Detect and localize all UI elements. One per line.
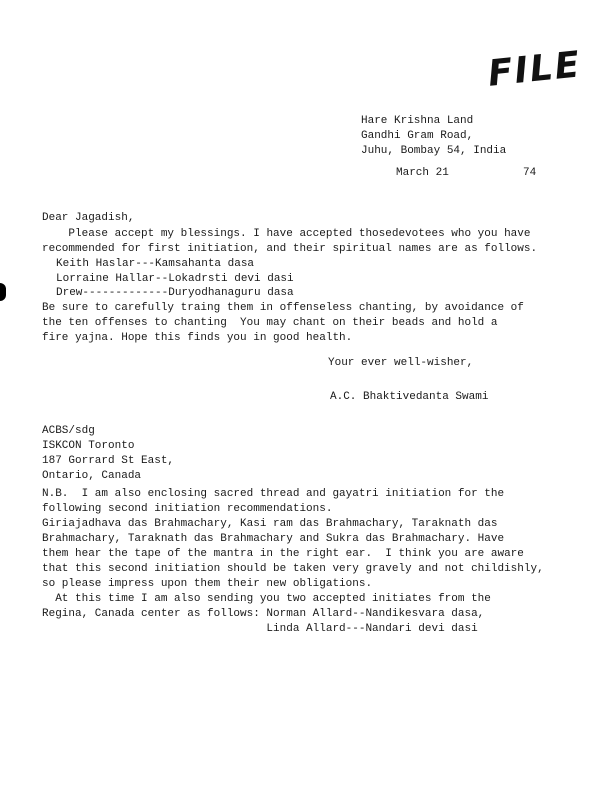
address-line-3: Juhu, Bombay 54, India (361, 145, 507, 157)
recipient-line-1: ISKCON Toronto (42, 440, 135, 452)
body-line-2: recommended for first initiation, and their spiritual names are as follows. (42, 243, 538, 255)
postscript-line-10: Linda Allard---Nandari devi dasi (42, 623, 478, 635)
postscript-line-2: following second initiation recommendations. (42, 503, 333, 515)
date-month-day: March 21 (396, 167, 449, 179)
postscript-line-8: At this time I am also sending you two accepted initiates from the (42, 593, 491, 605)
instruction-line-3: fire yajna. Hope this finds you in good health. (42, 332, 353, 344)
initiate-1: Keith Haslar---Kamsahanta dasa (56, 258, 255, 270)
postscript-line-5: them hear the tape of the mantra in the right ear. I think you are aware (42, 548, 524, 560)
address-line-2: Gandhi Gram Road, (361, 130, 474, 142)
initiate-3: Drew-------------Duryodhanaguru dasa (56, 287, 294, 299)
closing: Your ever well-wisher, (328, 357, 474, 369)
binder-hole-mark (0, 283, 6, 301)
postscript-line-1: N.B. I am also enclosing sacred thread and gayatri initiation for the (42, 488, 505, 500)
initiate-2: Lorraine Hallar--Lokadrsti devi dasi (56, 273, 294, 285)
postscript-line-3: Giriajadhava das Brahmachary, Kasi ram das Brahmachary, Taraknath das (42, 518, 498, 530)
instruction-line-1: Be sure to carefully traing them in offenseless chanting, by avoidance of (42, 302, 524, 314)
address-line-1: Hare Krishna Land (361, 115, 474, 127)
salutation: Dear Jagadish, (42, 212, 135, 224)
postscript-line-9: Regina, Canada center as follows: Norman Allard--Nandikesvara dasa, (42, 608, 485, 620)
postscript-line-6: that this second initiation should be taken very gravely and not childishly, (42, 563, 544, 575)
body-line-1: Please accept my blessings. I have accepted thosedevotees who you have (68, 228, 531, 240)
postscript-line-4: Brahmachary, Taraknath das Brahmachary and Sukra das Brahmachary. Have (42, 533, 505, 545)
reference-initials: ACBS/sdg (42, 425, 95, 437)
postscript-line-7: so please impress upon them their new obligations. (42, 578, 373, 590)
recipient-line-2: 187 Gorrard St East, (42, 455, 175, 467)
date-year: 74 (523, 167, 537, 179)
signature-name: A.C. Bhaktivedanta Swami (330, 391, 489, 403)
file-stamp: FILE (486, 44, 584, 95)
recipient-line-3: Ontario, Canada (42, 470, 142, 482)
instruction-line-2: the ten offenses to chanting You may chant on their beads and hold a (42, 317, 498, 329)
